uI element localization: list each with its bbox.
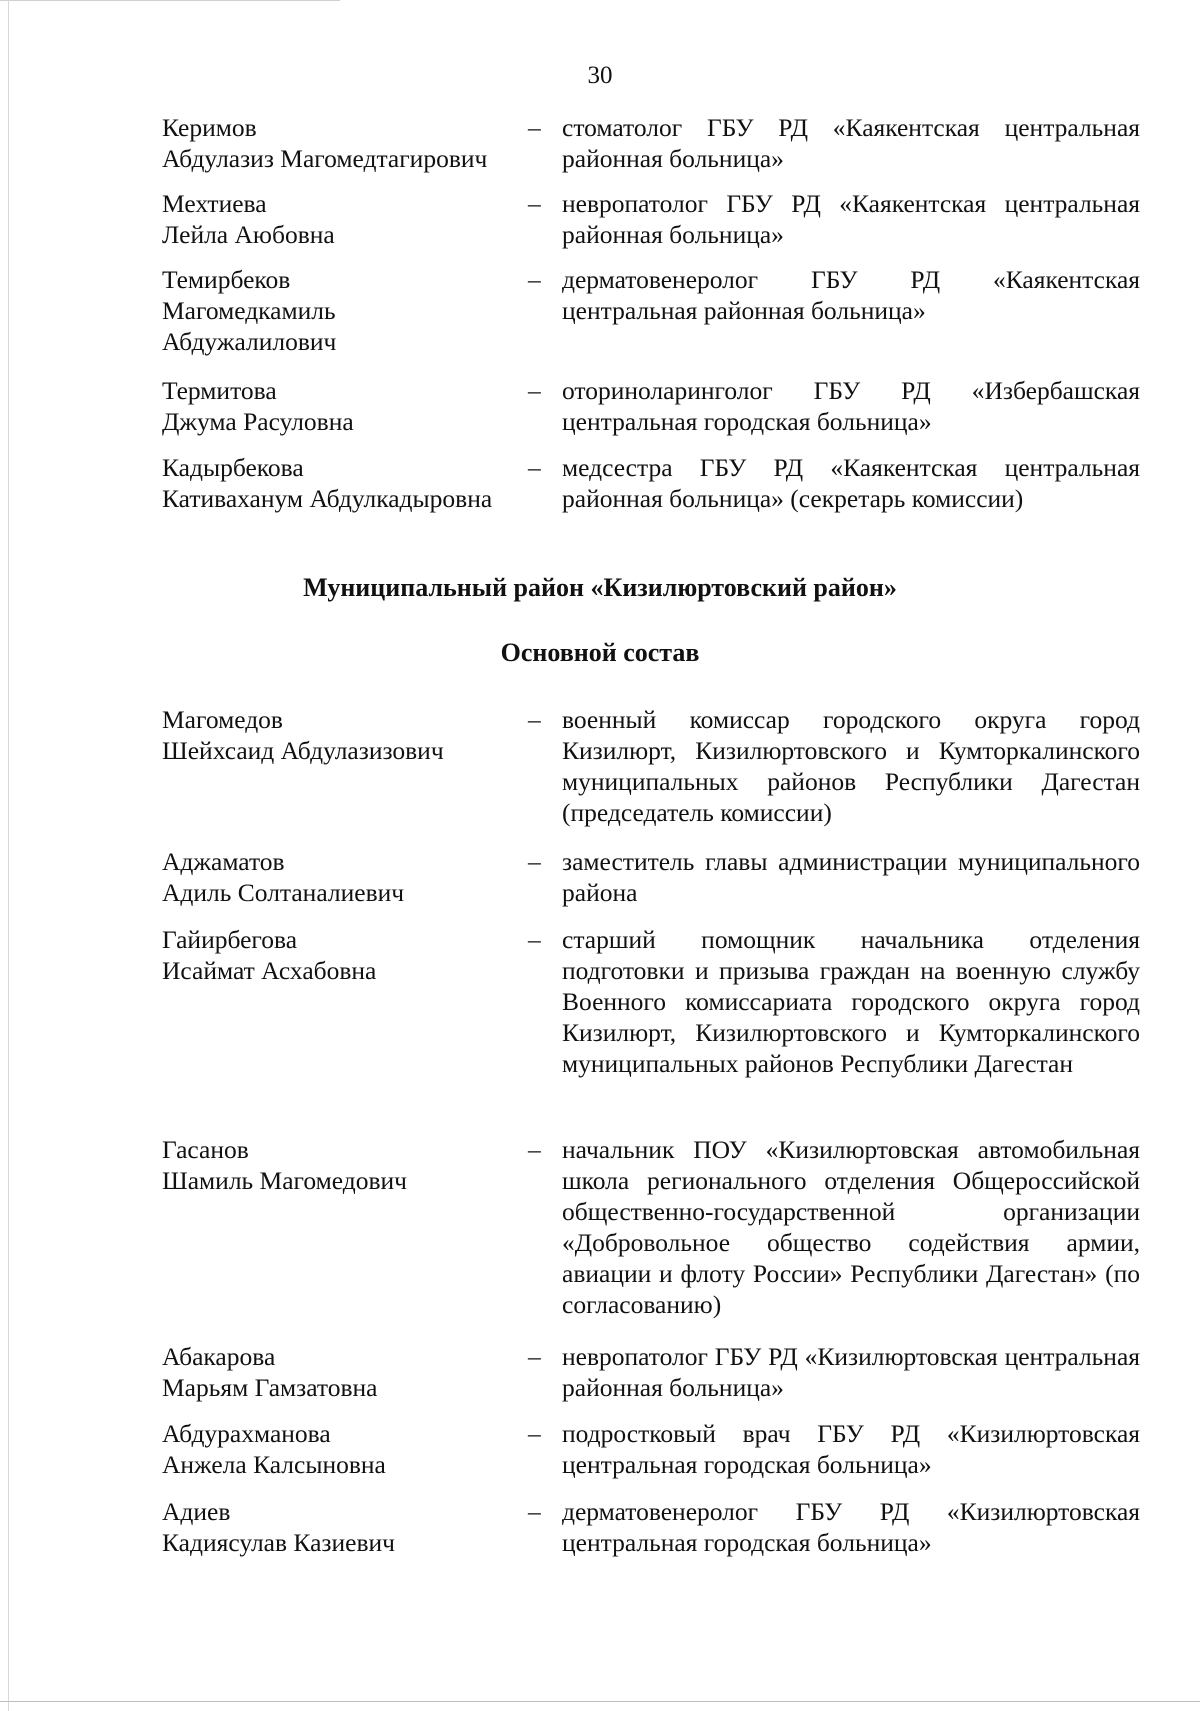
member-position: дерматовенеролог ГБУ РД «Кизилюртовская центральная городская больница»	[562, 1497, 1140, 1557]
dash-separator: –	[528, 1497, 541, 1526]
member-given-name: Лейла Аюбовна	[162, 220, 335, 249]
dash-separator: –	[528, 189, 541, 218]
member-surname: Аджаматов	[162, 847, 285, 876]
member-given-name: Шейхсаид Абдулазизович	[162, 736, 444, 765]
dash-separator: –	[528, 1342, 541, 1371]
member-position: дерматовенеролог ГБУ РД «Каякентская центральная районная больница»	[562, 265, 1140, 325]
member-position: невропатолог ГБУ РД «Каякентская центральная районная больница»	[562, 189, 1140, 249]
member-name	[162, 1341, 522, 1403]
member-position: заместитель главы администрации муниципального района	[562, 847, 1140, 907]
member-name	[162, 112, 522, 174]
dash-separator: –	[528, 847, 541, 876]
member-name	[162, 375, 522, 437]
member-given-name: Абдулазиз Магомедтагирович	[162, 144, 488, 173]
page-number: 30	[587, 62, 613, 89]
dash-separator: –	[528, 1135, 541, 1164]
member-given-name: Джума Расуловна	[162, 407, 354, 436]
member-given-name: Анжела Калсыновна	[162, 1450, 386, 1479]
member-name	[162, 924, 522, 986]
member-surname: Термитова	[162, 376, 277, 405]
dash-separator: –	[528, 925, 541, 954]
member-position: начальник ПОУ «Кизилюртовская автомобильная школа регионального отделения Общероссийской общественно-государственной организации «Добровольное общество содействия армии, авиации и флоту России» Республики Дагестан» (по согласованию)	[562, 1135, 1140, 1319]
member-given-name: Кативаханум Абдулкадыровна	[162, 484, 493, 513]
dash-separator: –	[528, 705, 541, 734]
subsection-title: Основной состав	[500, 638, 700, 667]
dash-separator: –	[528, 376, 541, 405]
member-name	[162, 846, 522, 908]
member-surname: Керимов	[162, 113, 257, 142]
member-position: подростковый врач ГБУ РД «Кизилюртовская центральная городская больница»	[562, 1419, 1140, 1479]
member-name	[162, 1496, 522, 1558]
member-name	[162, 188, 522, 250]
member-surname: Гайирбегова	[162, 925, 298, 954]
member-surname: Темирбеков	[162, 265, 291, 294]
scan-edge-left	[8, 0, 9, 1711]
member-patronymic: Абдужалилович	[162, 327, 337, 356]
member-given-name: Адиль Солтаналиевич	[162, 878, 405, 907]
member-surname: Гасанов	[162, 1135, 249, 1164]
member-given-name: Кадиясулав Казиевич	[162, 1528, 395, 1557]
member-position: оториноларинголог ГБУ РД «Избербашская центральная городская больница»	[562, 376, 1140, 436]
member-surname: Кадырбекова	[162, 453, 304, 482]
scan-edge-bottom	[0, 1701, 1200, 1702]
member-given-name: Магомедкамиль	[162, 296, 336, 325]
member-given-name: Исаймат Асхабовна	[162, 956, 377, 985]
member-surname: Магомедов	[162, 705, 283, 734]
member-position: старший помощник начальника отделения подготовки и призыва граждан на военную службу Военного комиссариата городского округа город Кизилюрт, Кизилюртовского и Кумторкалинского муниципальных районов Республики Дагестан	[562, 925, 1140, 1078]
section-title: Муниципальный район «Кизилюртовский район»	[303, 573, 897, 602]
member-given-name: Марьям Гамзатовна	[162, 1373, 378, 1402]
member-position: военный комиссар городского округа город Кизилюрт, Кизилюртовского и Кумторкалинского муниципальных районов Республики Дагестан (председатель комиссии)	[562, 705, 1140, 827]
member-position: медсестра ГБУ РД «Каякентская центральная районная больница» (секретарь комиссии)	[562, 453, 1140, 513]
scan-edge-top	[0, 0, 340, 1]
member-name	[162, 1418, 522, 1480]
dash-separator: –	[528, 265, 541, 294]
member-surname: Адиев	[162, 1497, 231, 1526]
member-name	[162, 264, 522, 357]
member-surname: Абакарова	[162, 1342, 276, 1371]
member-position: стоматолог ГБУ РД «Каякентская центральная районная больница»	[562, 113, 1140, 173]
member-name	[162, 1134, 522, 1196]
member-surname: Абдурахманова	[162, 1419, 331, 1448]
dash-separator: –	[528, 453, 541, 482]
member-name	[162, 452, 522, 514]
dash-separator: –	[528, 1419, 541, 1448]
member-given-name: Шамиль Магомедович	[162, 1166, 407, 1195]
member-surname: Мехтиева	[162, 189, 267, 218]
member-position: невропатолог ГБУ РД «Кизилюртовская центральная районная больница»	[562, 1342, 1140, 1402]
dash-separator: –	[528, 113, 541, 142]
member-name	[162, 704, 522, 766]
